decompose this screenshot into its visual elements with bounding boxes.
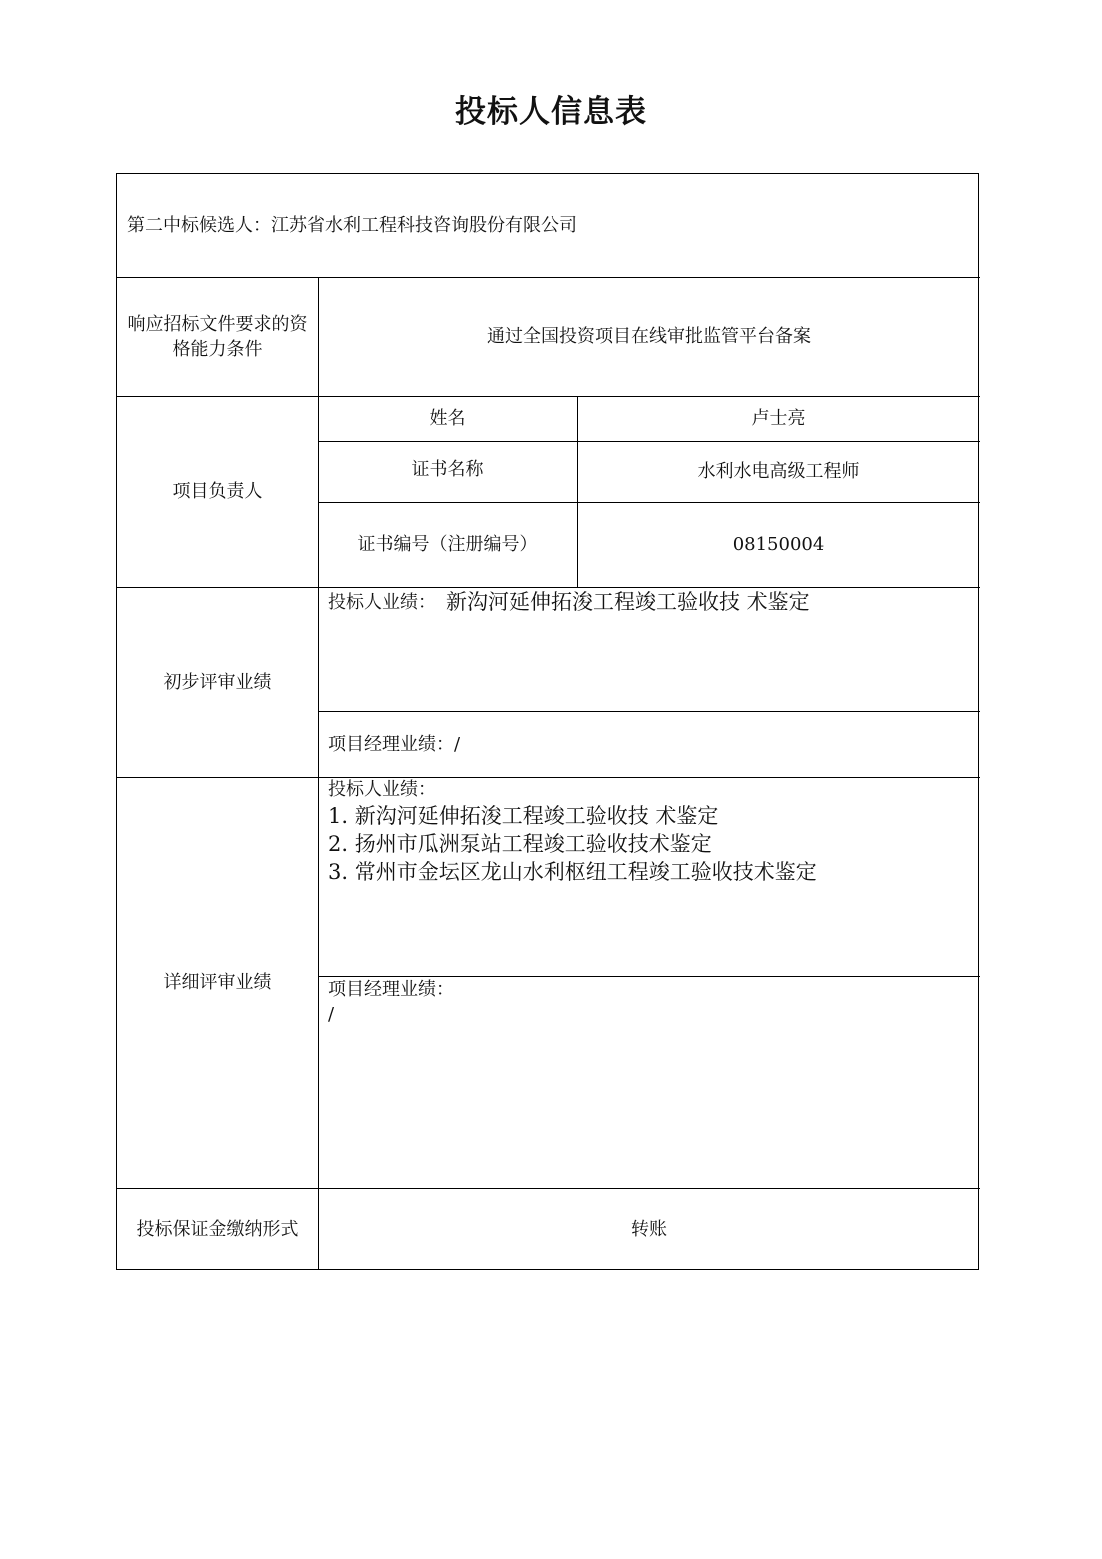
qualification-label: 响应招标文件要求的资格能力条件	[127, 313, 308, 360]
preliminary-manager: 项目经理业绩：/	[328, 733, 461, 755]
name-label: 姓名	[429, 408, 466, 429]
detailed-bidder	[318, 777, 980, 976]
deposit-label: 投标保证金缴纳形式	[136, 1218, 299, 1240]
cert-name-value: 水利水电高级工程师	[697, 461, 860, 482]
detailed-label: 详细评审业绩	[163, 972, 272, 993]
preliminary-bidder-value: 新沟河延伸拓浚工程竣工验收技 术鉴定	[446, 590, 810, 614]
detailed-manager-value: /	[328, 1004, 335, 1025]
deposit-value: 转账	[631, 1218, 667, 1240]
preliminary-label: 初步评审业绩	[163, 671, 272, 693]
page-title: 投标人信息表	[455, 94, 647, 130]
preliminary-bidder-label: 投标人业绩：	[328, 592, 436, 613]
detailed-bidder-item: 1. 新沟河延伸拓浚工程竣工验收技 术鉴定	[328, 804, 719, 828]
cert-no-value: 08150004	[732, 534, 825, 555]
preliminary-bidder	[318, 587, 980, 711]
detailed-bidder-item: 2. 扬州市瓜洲泵站工程竣工验收技术鉴定	[328, 832, 712, 856]
project-leader-label: 项目负责人	[172, 481, 263, 502]
detailed-manager-label: 项目经理业绩：	[328, 979, 454, 1000]
qualification-value: 通过全国投资项目在线审批监管平台备案	[487, 326, 811, 347]
cert-name-label: 证书名称	[411, 459, 484, 480]
name-value: 卢士亮	[751, 408, 806, 429]
detailed-bidder-label: 投标人业绩：	[328, 779, 436, 800]
bidder-info-table	[116, 173, 979, 1270]
cert-no-label: 证书编号（注册编号）	[357, 534, 538, 555]
candidate-text: 第二中标候选人：江苏省水利工程科技咨询股份有限公司	[127, 215, 577, 236]
detailed-manager	[318, 976, 980, 1188]
detailed-bidder-item: 3. 常州市金坛区龙山水利枢纽工程竣工验收技术鉴定	[328, 860, 817, 884]
